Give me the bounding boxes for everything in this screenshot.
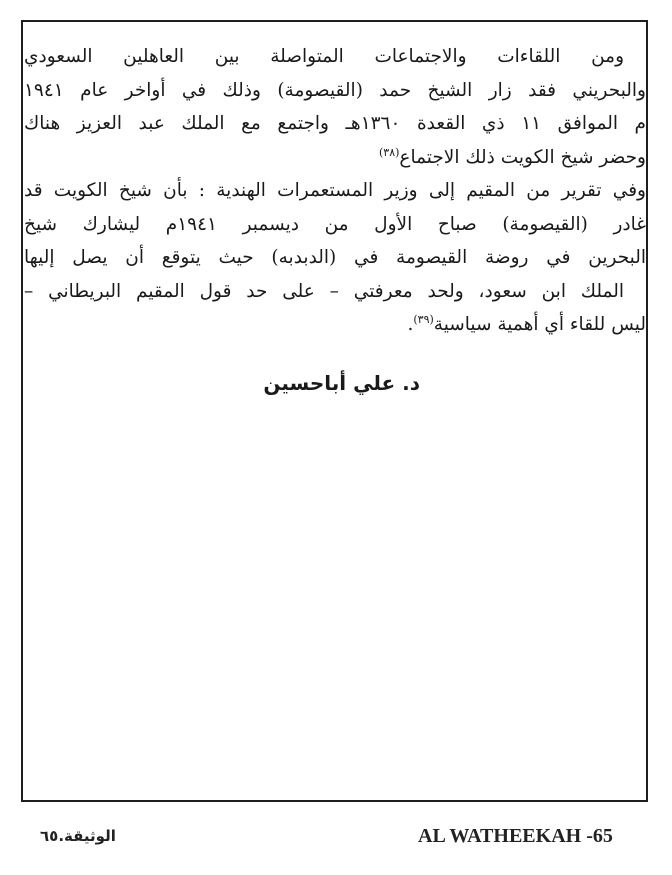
text-line: البحرين في روضة القيصومة في (الدبدبه) حيث يتوقع أن يصل إليها	[24, 247, 646, 268]
text-line	[24, 308, 646, 342]
text-line-content: وحضر شيخ الكويت ذلك الاجتماع	[399, 146, 646, 168]
sentence-end: .	[407, 314, 414, 335]
text-line-content: ليس للقاء أي أهمية سياسية	[433, 314, 646, 335]
author-signature: د. علي أباحسين	[263, 371, 420, 395]
footer-page-label: الوثيقة.٦٥	[40, 827, 116, 845]
text-line: غادر (القيصومة) صباح الأول من ديسمبر ١٩٤١م ليشارك شيخ	[24, 213, 646, 235]
paragraph-1	[24, 40, 646, 174]
text-line: م الموافق ١١ ذي القعدة ١٣٦٠هـ واجتمع مع الملك عبد العزيز هناك	[24, 113, 646, 134]
footer-title: AL WATHEEKAH -65	[418, 825, 613, 847]
footnote-ref: (٣٨)	[378, 145, 400, 159]
text-line: والبحريني فقد زار الشيخ حمد (القيصومة) وذلك في أواخر عام ١٩٤١	[24, 79, 646, 101]
text-line: وفي تقرير من المقيم إلى وزير المستعمرات الهندية : بأن شيخ الكويت قد	[24, 180, 646, 201]
document-body	[24, 40, 646, 342]
footnote-ref: (٣٩)	[413, 312, 434, 326]
text-line: ومن اللقاءات والاجتماعات المتواصلة بين العاهلين السعودي	[24, 46, 624, 67]
text-line: الملك ابن سعود، ولحد معرفتي – على حد قول المقيم البريطاني –	[24, 280, 624, 302]
text-line	[24, 141, 646, 175]
paragraph-2	[24, 174, 646, 342]
